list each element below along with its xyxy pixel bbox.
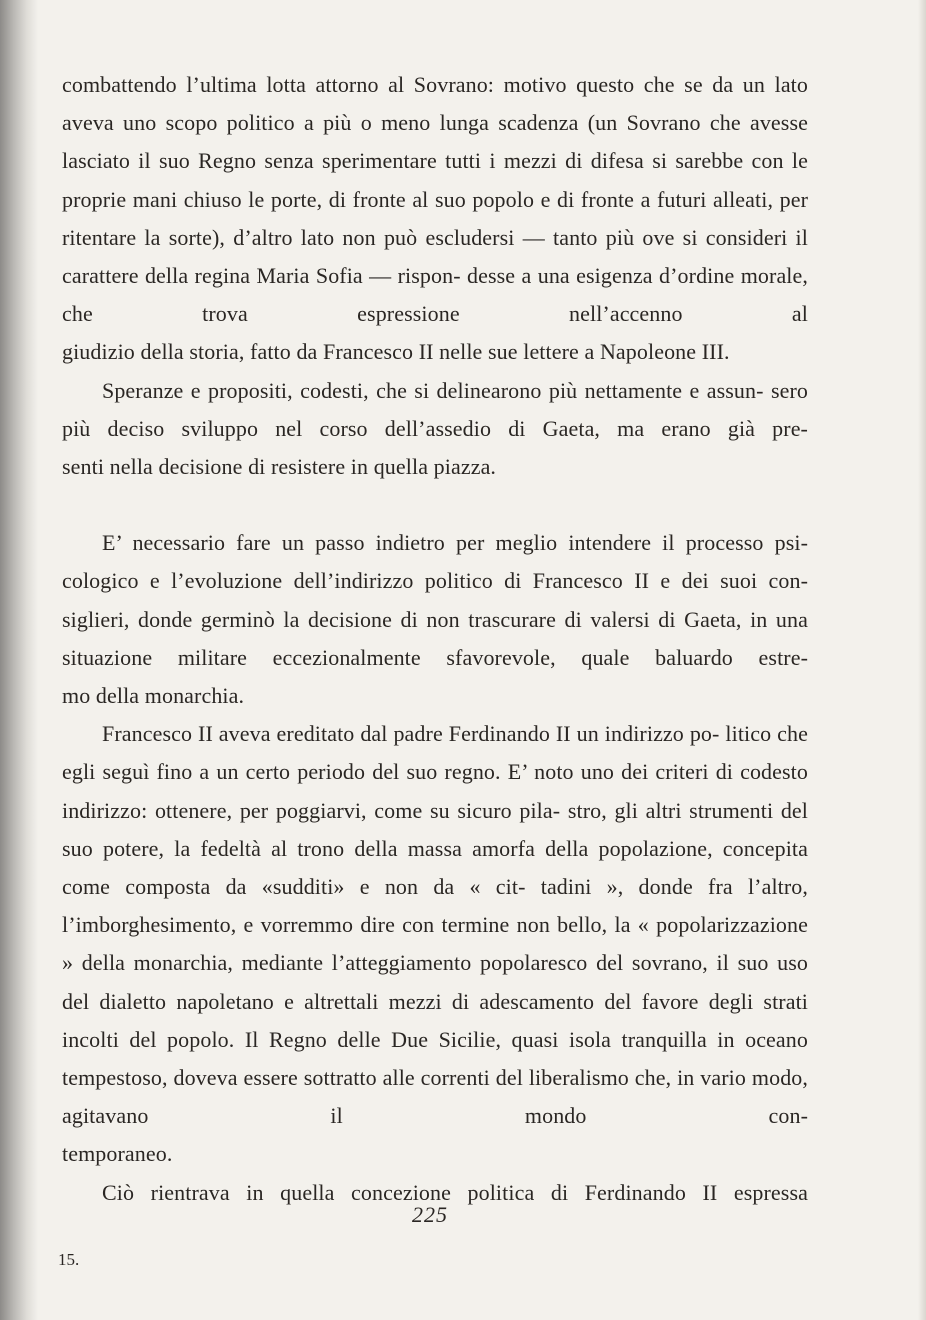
- text-line: stro, gli altri strumenti del suo potere, la fedeltà al trono della massa amorfa: [62, 797, 808, 861]
- text-line: E’ necessario fare un passo indietro per meglio intendere il processo psi-: [102, 530, 808, 556]
- text-line: fronte a futuri alleati, per ritentare la sorte), d’altro lato non può escludersi: [62, 186, 809, 250]
- text-line: combattendo l’ultima lotta attorno al Sovrano: motivo questo che se da un: [62, 72, 766, 97]
- text-line: Speranze e propositi, codesti, che si delinearono più nettamente e assun-: [102, 377, 764, 403]
- text-line: tadini », donde fra l’altro, l’imborghesimento, e vorremmo dire con termine: [62, 874, 808, 938]
- text-line: temporaneo.: [62, 1141, 173, 1167]
- text-line: in una situazione militare eccezionalmente sfavorevole, quale baluardo estre-: [62, 606, 808, 670]
- text-line: Francesco II aveva ereditato dal padre Ferdinando II un indirizzo po-: [102, 721, 720, 747]
- paragraph-2: [62, 372, 808, 448]
- text-line: giudizio della storia, fatto da Francesco II nelle sue lettere a Napoleone III.: [62, 339, 730, 365]
- book-gutter-shadow: [0, 0, 38, 1320]
- paragraph-3-end: [62, 677, 808, 715]
- text-line: mo della monarchia.: [62, 683, 245, 709]
- text-line: siglieri, donde germinò la decisione di non trascurare di valersi di Gaeta,: [62, 606, 742, 632]
- text-line: Ciò rientrava in quella concezione politica di Ferdinando II espressa: [102, 1179, 808, 1205]
- text-line: sero più deciso sviluppo nel corso dell’assedio di Gaeta, ma erano già pre-: [62, 377, 808, 441]
- text-line: desse a una esigenza d’ordine morale, che trova espressione nell’accenno al: [62, 263, 808, 327]
- text-line: alle correnti del liberalismo che, in vario modo, agitavano il mondo con-: [62, 1065, 808, 1129]
- text-line: litico che egli seguì fino a un certo periodo del suo regno. E’ noto uno dei: [62, 721, 808, 785]
- text-line: — tanto più ove si consideri il carattere della regina Maria Sofia — rispon-: [62, 224, 808, 289]
- body-text: [62, 66, 808, 1212]
- signature-mark: 15.: [58, 1250, 80, 1269]
- text-line: di adescamento del favore degli strati incolti del popolo. Il Regno delle Due: [62, 988, 808, 1052]
- text-line: non bello, la « popolarizzazione » della monarchia, mediante l’atteggiamento: [62, 912, 808, 976]
- paragraph-1-end: [62, 333, 808, 371]
- text-line: avesse lasciato il suo Regno senza sperimentare tutti i mezzi di difesa si: [62, 110, 808, 174]
- section-gap: [62, 486, 808, 524]
- text-line: cologico e l’evoluzione dell’indirizzo politico di Francesco II e dei suoi con-: [62, 568, 808, 594]
- text-line: della popolazione, concepita come composta da «sudditi» e non da « cit-: [62, 835, 808, 900]
- page-number: 225: [412, 1202, 448, 1227]
- paragraph-1: [62, 66, 808, 333]
- text-line: Sicilie, quasi isola tranquilla in oceano tempestoso, doveva essere sottratto: [62, 1026, 808, 1091]
- paragraph-2-end: [62, 448, 808, 486]
- text-line: senti nella decisione di resistere in quella piazza.: [62, 454, 497, 480]
- text-line: sarebbe con le proprie mani chiuso le porte, di fronte al suo popolo e di: [62, 148, 808, 212]
- text-line: criteri di codesto indirizzo: ottenere, per poggiarvi, come su sicuro pila-: [62, 759, 808, 823]
- page-edge: [918, 0, 926, 1320]
- text-line: popolaresco del sovrano, il suo uso del dialetto napoletano e altrettali mezzi: [62, 950, 808, 1014]
- text-line: lato aveva uno scopo politico a più o meno lunga scadenza (un Sovrano che: [62, 72, 808, 136]
- paragraph-4-end: [62, 1135, 808, 1173]
- paragraph-4: [62, 715, 808, 1135]
- paragraph-3: [62, 524, 808, 677]
